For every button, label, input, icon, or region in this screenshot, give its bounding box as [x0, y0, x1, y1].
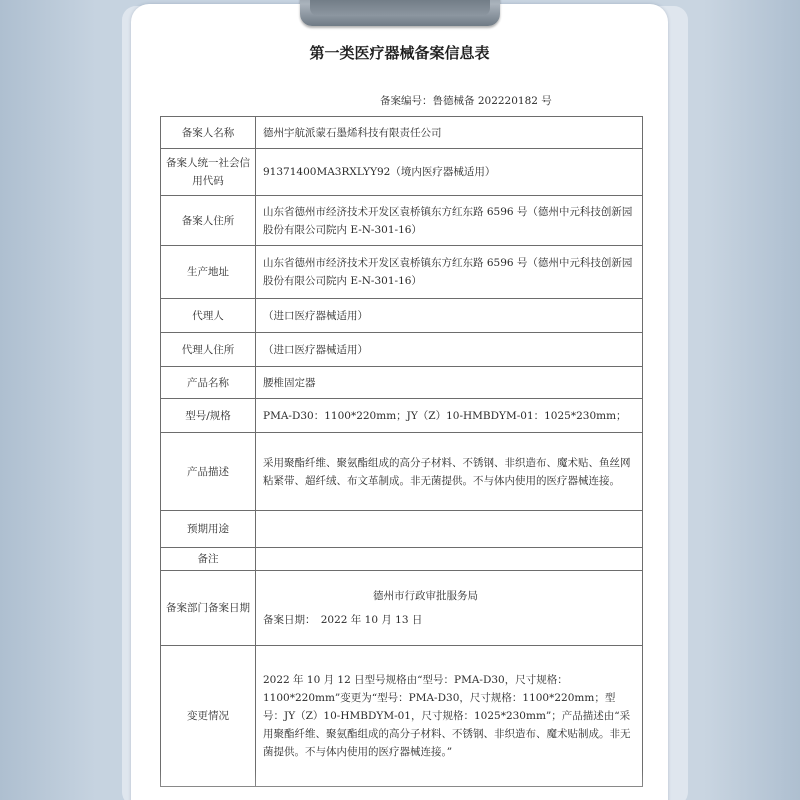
- table-row: [161, 646, 643, 787]
- row-value: 腰椎固定器: [256, 367, 643, 399]
- row-value: 山东省德州市经济技术开发区袁桥镇东方红东路 6596 号（德州中元科技创新园股份有限公司院内 E-N-301-16）: [256, 196, 643, 246]
- department-label: 备案部门备案日期: [161, 571, 256, 646]
- department-value: [256, 571, 643, 646]
- row-label: 型号/规格: [161, 399, 256, 433]
- row-label: 预期用途: [161, 511, 256, 548]
- table-row: [161, 399, 643, 433]
- table-row: [161, 433, 643, 511]
- row-label: 代理人: [161, 299, 256, 333]
- row-label: 代理人住所: [161, 333, 256, 367]
- row-label: 备案人名称: [161, 117, 256, 149]
- filing-date: 备案日期： 2022 年 10 月 13 日: [263, 614, 423, 626]
- table-row: [161, 299, 643, 333]
- table-row: [161, 548, 643, 571]
- table-row: [161, 571, 643, 646]
- record-number: 备案编号：鲁德械备 202220182 号: [380, 95, 552, 107]
- table-row: [161, 149, 643, 196]
- row-value: 91371400MA3RXLYY92（境内医疗器械适用）: [256, 149, 643, 196]
- row-value: 山东省德州市经济技术开发区袁桥镇东方红东路 6596 号（德州中元科技创新园股份有限公司院内 E-N-301-16）: [256, 246, 643, 299]
- row-value: 采用聚酯纤维、聚氨酯组成的高分子材料、不锈钢、非织造布、魔术贴、鱼丝网粘紧带、超纤绒、布文革制成。非无菌提供。不与体内使用的医疗器械连接。: [256, 433, 643, 511]
- clipboard-clip: [300, 0, 500, 30]
- row-value: [256, 511, 643, 548]
- document-title: 第一类医疗器械备案信息表: [309, 44, 490, 62]
- row-value: （进口医疗器械适用）: [256, 333, 643, 367]
- row-value: [256, 548, 643, 571]
- row-value: 德州宇航派蒙石墨烯科技有限责任公司: [256, 117, 643, 149]
- bottom-fade: [131, 770, 668, 800]
- row-label: 备注: [161, 548, 256, 571]
- table-row: [161, 511, 643, 548]
- row-value: PMA-D30：1100*220mm；JY（Z）10-HMBDYM-01：1025*230mm；: [256, 399, 643, 433]
- table-row: [161, 117, 643, 149]
- table-row: [161, 246, 643, 299]
- change-label: 变更情况: [161, 646, 256, 787]
- row-label: 生产地址: [161, 246, 256, 299]
- table-row: [161, 333, 643, 367]
- change-value: 2022 年 10 月 12 日型号规格由“型号：PMA-D30，尺寸规格：1100*220mm”变更为“型号：PMA-D30，尺寸规格：1100*220mm；型号：JY（Z）10-HMBDYM-01，尺寸规格：1025*230mm”；产品描述由“采用聚酯纤维、聚氨酯组成的高分子材料、不锈钢、非织造布、魔术贴制成。非无菌提供。不与体内使用的医疗器械连接。”: [256, 646, 643, 787]
- clip-slot: [310, 0, 490, 16]
- department-name: 德州市行政审批服务局: [373, 590, 478, 602]
- row-label: 产品描述: [161, 433, 256, 511]
- table-row: [161, 367, 643, 399]
- row-value: （进口医疗器械适用）: [256, 299, 643, 333]
- filing-info-table: [160, 116, 643, 787]
- row-label: 备案人住所: [161, 196, 256, 246]
- row-label: 备案人统一社会信用代码: [161, 149, 256, 196]
- row-label: 产品名称: [161, 367, 256, 399]
- table-row: [161, 196, 643, 246]
